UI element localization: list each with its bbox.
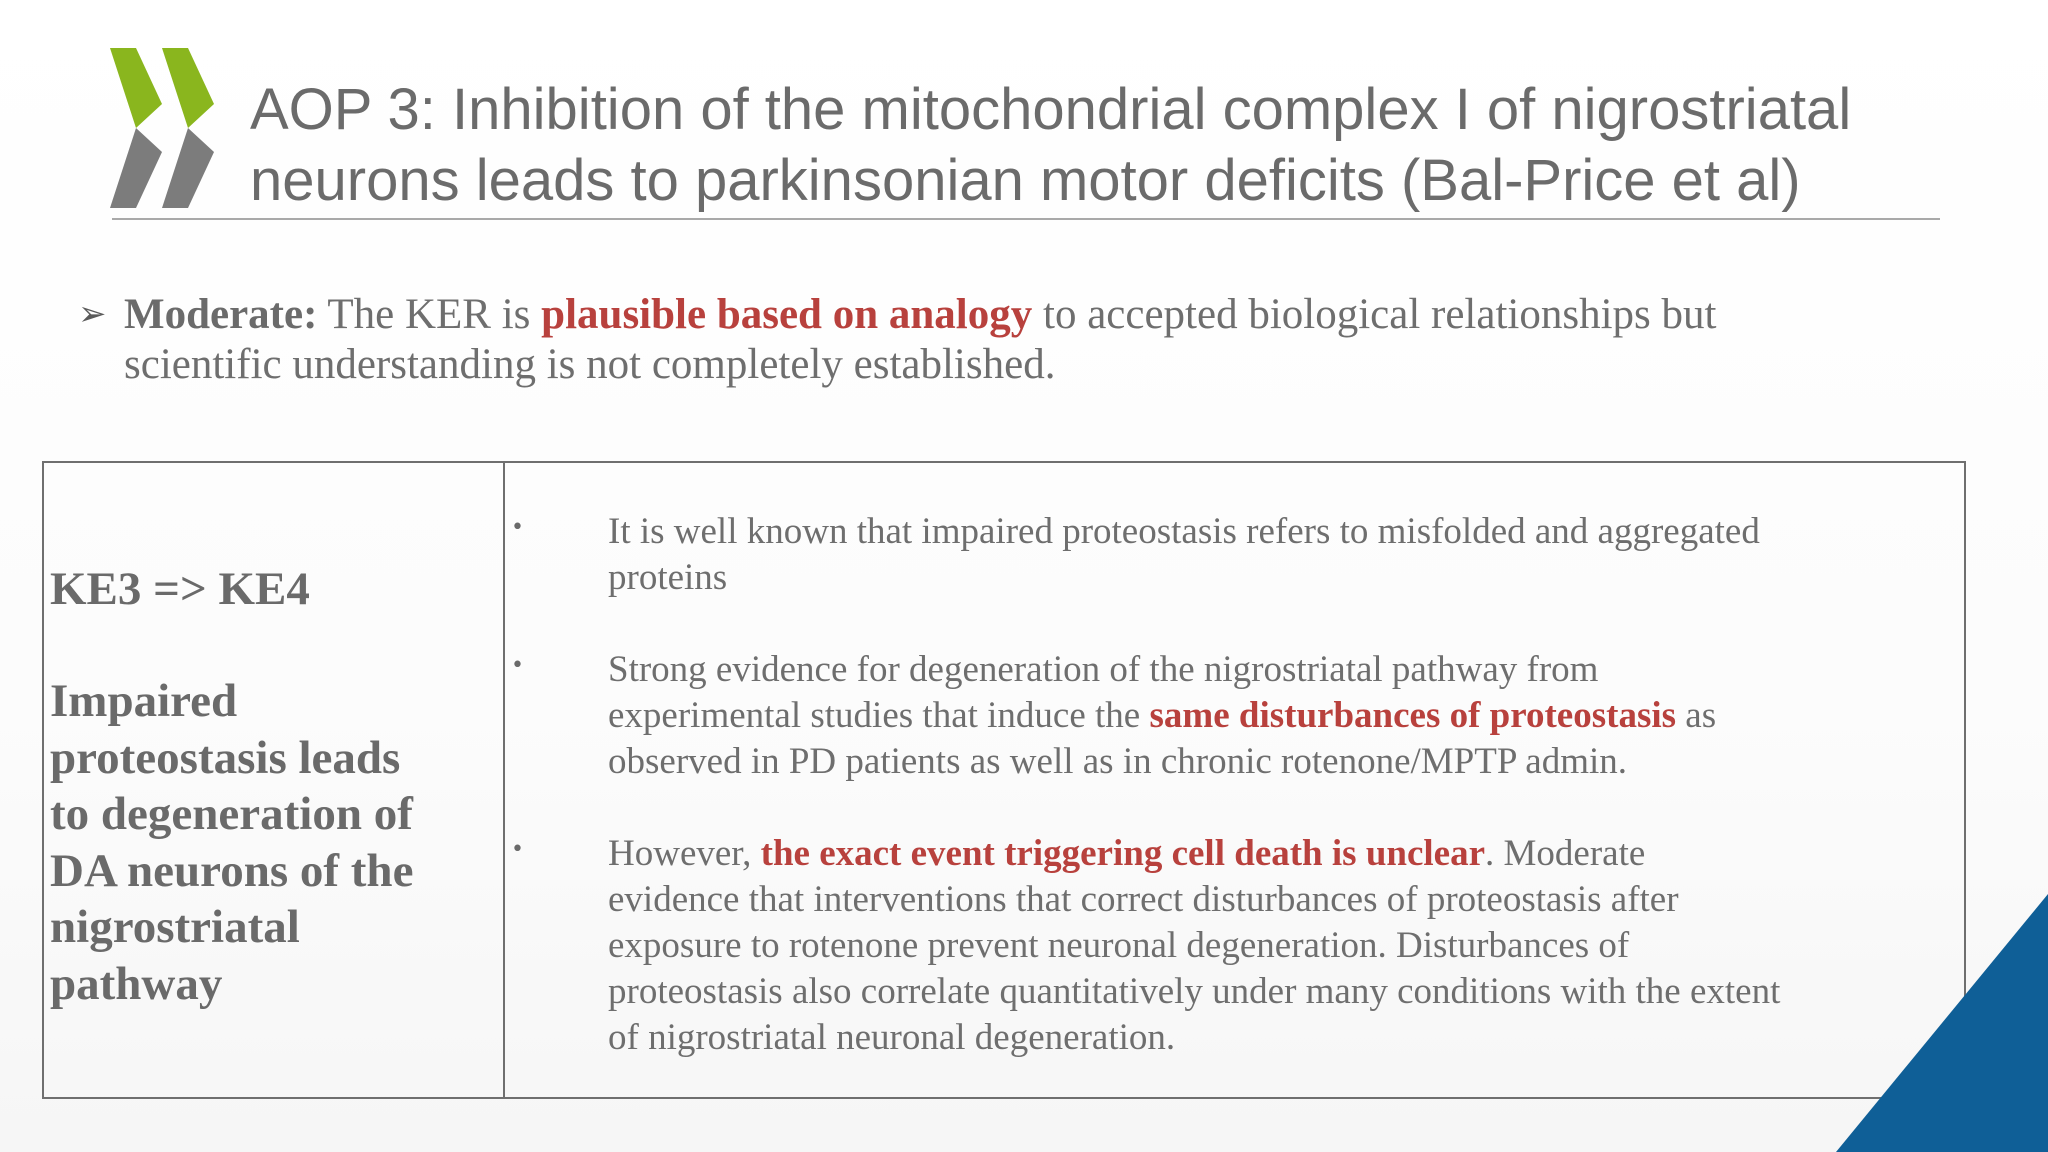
intro-highlight: plausible based on analogy — [541, 291, 1033, 338]
ker-table — [42, 461, 1966, 1099]
bullet-dot-icon: • — [511, 837, 524, 862]
corner-triangle-decoration — [1836, 894, 2048, 1152]
evidence-text-post: . Moderate — [1485, 833, 1646, 874]
title-line-2: neurons leads to parkinsonian motor deficits (Bal-Price et al) — [250, 148, 1801, 213]
slide-title — [250, 74, 1950, 216]
evidence-line — [608, 831, 1965, 877]
ke-desc-line: Impaired — [50, 675, 238, 727]
evidence-text — [608, 647, 1965, 785]
bullet-dot-icon: • — [511, 515, 524, 540]
evidence-text — [608, 831, 1965, 1061]
bullet-dot-icon: • — [511, 653, 524, 678]
ke-cell — [44, 463, 505, 1097]
intro-text-1: The KER is — [317, 291, 542, 338]
title-divider — [112, 218, 1940, 220]
evidence-item-2 — [505, 647, 1965, 785]
evidence-line: observed in PD patients as well as in chronic rotenone/MPTP admin. — [608, 741, 1628, 782]
double-chevron-logo-icon — [110, 48, 218, 210]
evidence-item-1 — [505, 509, 1965, 601]
evidence-line: proteostasis also correlate quantitatively under many conditions with the extent — [608, 971, 1781, 1012]
evidence-line: It is well known that impaired proteostasis refers to misfolded and aggregated — [608, 511, 1760, 552]
ke-label: KE3 => KE4 — [50, 563, 310, 615]
evidence-text — [608, 509, 1965, 601]
intro-text — [124, 290, 1958, 390]
intro-line-2: scientific understanding is not completely established. — [124, 341, 1056, 388]
evidence-line: evidence that interventions that correct disturbances of proteostasis after — [608, 879, 1679, 920]
intro-line-1 — [124, 290, 1958, 340]
evidence-text-pre: experimental studies that induce the — [608, 695, 1150, 736]
ke-desc-line: to degeneration of — [50, 788, 413, 840]
intro-text-2: to accepted biological relationships but — [1032, 291, 1717, 338]
evidence-cell — [505, 463, 1964, 1097]
evidence-line — [608, 693, 1965, 739]
evidence-highlight: the exact event triggering cell death is unclear — [760, 833, 1486, 874]
ke-desc-line: proteostasis leads — [50, 731, 401, 784]
evidence-line: proteins — [608, 557, 728, 598]
ke-desc-line: DA neurons of the — [50, 844, 414, 897]
evidence-line: exposure to rotenone prevent neuronal degeneration. Disturbances of — [608, 925, 1630, 966]
evidence-line: Strong evidence for degeneration of the nigrostriatal pathway from — [608, 649, 1599, 690]
arrow-bullet-icon: ➢ — [78, 296, 107, 333]
evidence-item-3 — [505, 831, 1965, 1061]
title-line-1: AOP 3: Inhibition of the mitochondrial complex I of nigrostriatal — [250, 77, 1852, 142]
ke-description — [50, 673, 502, 1012]
evidence-text-pre: However, — [608, 833, 761, 874]
evidence-text-post: as — [1676, 695, 1717, 736]
ke-desc-line: pathway — [50, 957, 223, 1010]
ke-desc-line: nigrostriatal — [50, 901, 300, 953]
evidence-line: of nigrostriatal neuronal degeneration. — [608, 1017, 1176, 1058]
intro-bullet — [78, 290, 1958, 390]
intro-label: Moderate: — [124, 291, 318, 338]
evidence-highlight: same disturbances of proteostasis — [1149, 695, 1677, 736]
